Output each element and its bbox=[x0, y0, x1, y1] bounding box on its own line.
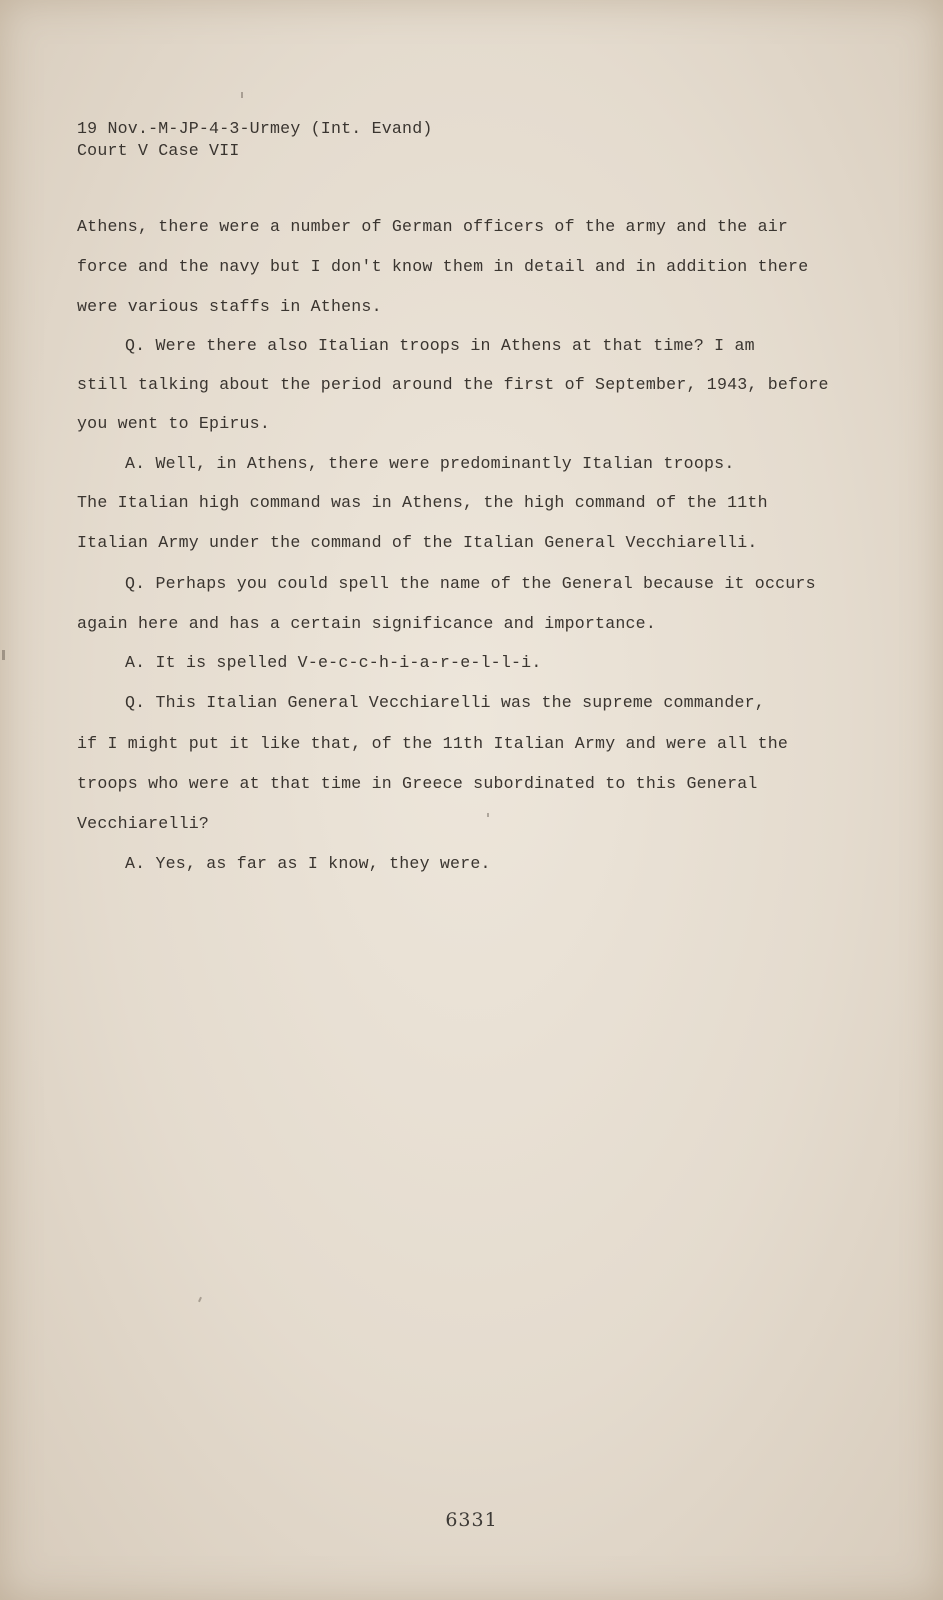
transcript-line: troops who were at that time in Greece subordinated to this General bbox=[77, 774, 758, 793]
question-line: Q. This Italian General Vecchiarelli was the supreme commander, bbox=[125, 693, 765, 712]
answer-line: A. It is spelled V-e-c-c-h-i-a-r-e-l-l-i. bbox=[125, 653, 542, 672]
answer-line: A. Well, in Athens, there were predominantly Italian troops. bbox=[125, 454, 735, 473]
header-reference: 19 Nov.-M-JP-4-3-Urmey (Int. Evand) bbox=[77, 119, 433, 138]
answer-line: A. Yes, as far as I know, they were. bbox=[125, 854, 491, 873]
transcript-line: Athens, there were a number of German officers of the army and the air bbox=[77, 217, 789, 236]
transcript-line: were various staffs in Athens. bbox=[77, 297, 382, 316]
question-line: Q. Were there also Italian troops in Athens at that time? I am bbox=[125, 336, 755, 355]
transcript-line: Italian Army under the command of the Italian General Vecchiarelli. bbox=[77, 533, 758, 552]
transcript-line: The Italian high command was in Athens, the high command of the 11th bbox=[77, 493, 768, 512]
transcript-line: force and the navy but I don't know them in detail and in addition there bbox=[77, 257, 809, 276]
paper-speck bbox=[198, 1297, 202, 1302]
transcript-line: still talking about the period around the first of September, 1943, before bbox=[77, 375, 829, 394]
paper-speck bbox=[2, 650, 5, 660]
transcript-line: if I might put it like that, of the 11th Italian Army and were all the bbox=[77, 734, 789, 753]
transcript-line: you went to Epirus. bbox=[77, 414, 270, 433]
paper-speck bbox=[487, 813, 489, 817]
header-court-case: Court V Case VII bbox=[77, 141, 240, 160]
transcript-line: again here and has a certain significance and importance. bbox=[77, 614, 656, 633]
paper-speck bbox=[241, 92, 243, 98]
transcript-line: Vecchiarelli? bbox=[77, 814, 210, 833]
page-number: 6331 bbox=[445, 1509, 498, 1531]
question-line: Q. Perhaps you could spell the name of the General because it occurs bbox=[125, 574, 816, 593]
